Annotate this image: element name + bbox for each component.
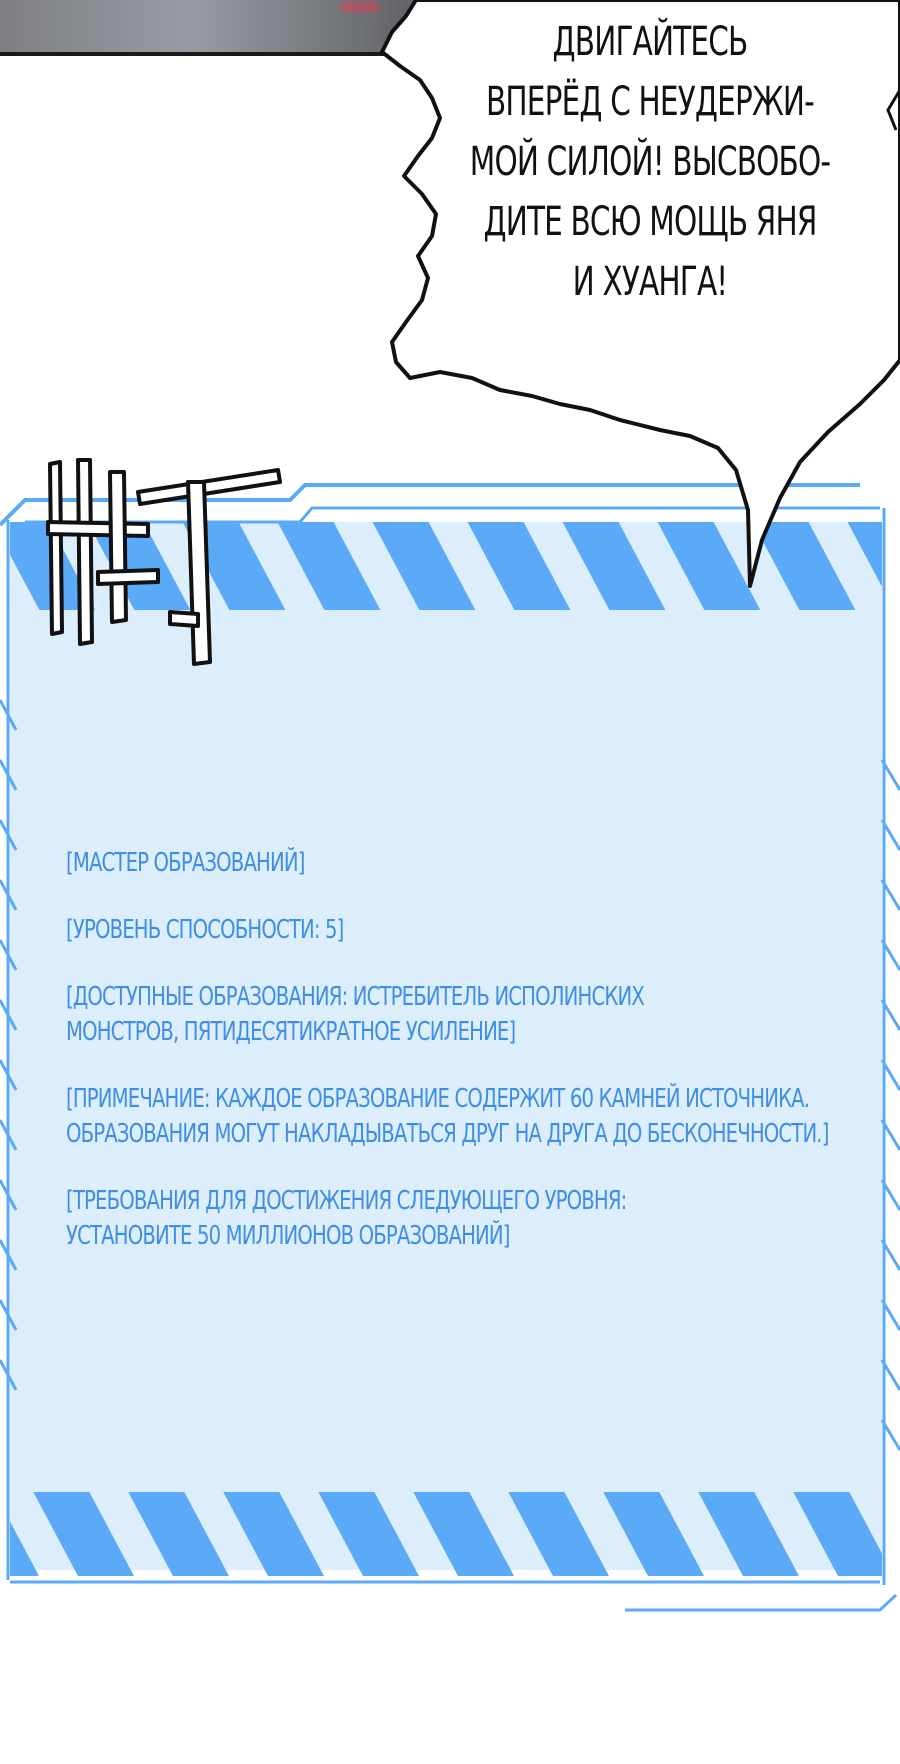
info-line: [МАСТЕР ОБРАЗОВАНИЙ] <box>66 848 305 878</box>
info-line: ОБРАЗОВАНИЯ МОГУТ НАКЛАДЫВАТЬСЯ ДРУГ НА ДРУГА ДО БЕСКОНЕЧНОСТИ.] <box>66 1119 829 1149</box>
bubble-line: И ХУАНГА! <box>572 259 728 305</box>
entry-next-level-requirements <box>66 1184 866 1254</box>
entry-ability-title <box>66 846 866 881</box>
bubble-line: МОЙ СИЛОЙ! ВЫСВОБО- <box>469 139 831 185</box>
sound-effect-icon <box>38 452 298 682</box>
system-info <box>66 846 866 1254</box>
info-line: [УРОВЕНЬ СПОСОБНОСТИ: 5] <box>66 915 344 945</box>
bubble-line: ДВИГАЙТЕСЬ <box>552 19 748 65</box>
entry-note <box>66 1082 866 1152</box>
bottom-stripe-band <box>10 1492 882 1576</box>
bubble-line: ВПЕРЁД С НЕУДЕРЖИ- <box>485 79 814 125</box>
info-line: МОНСТРОВ, ПЯТИДЕСЯТИКРАТНОЕ УСИЛЕНИЕ] <box>66 1017 516 1047</box>
info-line: [ДОСТУПНЫЕ ОБРАЗОВАНИЯ: ИСТРЕБИТЕЛЬ ИСПОЛИНСКИХ <box>66 982 644 1012</box>
info-line: УСТАНОВИТЕ 50 МИЛЛИОНОВ ОБРАЗОВАНИЙ] <box>66 1221 510 1251</box>
speech-bubble-text <box>470 12 831 312</box>
info-line: [ТРЕБОВАНИЯ ДЛЯ ДОСТИЖЕНИЯ СЛЕДУЮЩЕГО УРОВНЯ: <box>66 1186 627 1216</box>
entry-available-formations <box>66 980 866 1050</box>
frame-bottom-corner <box>625 1595 896 1610</box>
bubble-line: ДИТЕ ВСЮ МОЩЬ ЯНЯ <box>483 199 817 245</box>
info-line: [ПРИМЕЧАНИЕ: КАЖДОЕ ОБРАЗОВАНИЕ СОДЕРЖИТ 60 КАМНЕЙ ИСТОЧНИКА. <box>66 1084 810 1114</box>
entry-ability-level <box>66 913 866 948</box>
